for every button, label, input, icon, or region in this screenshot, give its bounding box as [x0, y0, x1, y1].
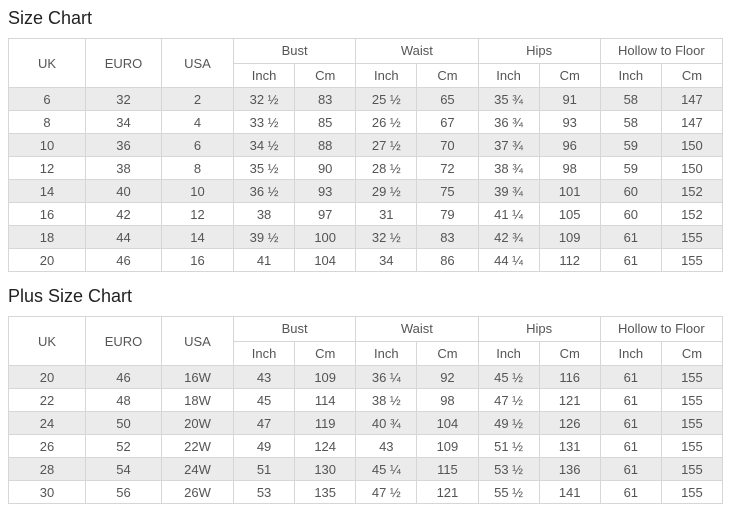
table-cell: 43	[356, 435, 417, 458]
table-cell: 51 ½	[478, 435, 539, 458]
table-cell: 52	[86, 435, 162, 458]
header-group-row	[9, 39, 723, 64]
table-header	[9, 317, 723, 366]
table-cell: 112	[539, 249, 600, 272]
table-cell: 12	[9, 157, 86, 180]
table-cell: 32	[86, 88, 162, 111]
table-cell: 49	[234, 435, 295, 458]
table-cell: 8	[9, 111, 86, 134]
table-cell: 42 ¾	[478, 226, 539, 249]
table-cell: 10	[162, 180, 234, 203]
table-cell: 36 ½	[234, 180, 295, 203]
table-row	[9, 180, 723, 203]
table-cell: 53	[234, 481, 295, 504]
unit-header-cm: Cm	[661, 341, 722, 366]
table-cell: 12	[162, 203, 234, 226]
table-cell: 43	[234, 366, 295, 389]
unit-header-cm: Cm	[417, 341, 478, 366]
table-cell: 37 ¾	[478, 134, 539, 157]
table-cell: 16	[9, 203, 86, 226]
table-cell: 39 ½	[234, 226, 295, 249]
size-chart-table	[8, 38, 723, 272]
table-cell: 155	[661, 249, 722, 272]
table-cell: 34	[356, 249, 417, 272]
table-cell: 36	[86, 134, 162, 157]
unit-header-inch: Inch	[234, 63, 295, 88]
table-cell: 61	[600, 481, 661, 504]
table-cell: 22W	[162, 435, 234, 458]
table-cell: 116	[539, 366, 600, 389]
table-row	[9, 157, 723, 180]
table-cell: 40	[86, 180, 162, 203]
table-cell: 35 ½	[234, 157, 295, 180]
table-cell: 30	[9, 481, 86, 504]
table-cell: 155	[661, 389, 722, 412]
unit-header-inch: Inch	[356, 63, 417, 88]
table-cell: 22	[9, 389, 86, 412]
table-cell: 119	[295, 412, 356, 435]
table-cell: 115	[417, 458, 478, 481]
unit-header-inch: Inch	[234, 341, 295, 366]
table-cell: 31	[356, 203, 417, 226]
table-cell: 34 ½	[234, 134, 295, 157]
table-cell: 26	[9, 435, 86, 458]
unit-header-inch: Inch	[478, 63, 539, 88]
table-row	[9, 203, 723, 226]
column-group-bust: Bust	[234, 317, 356, 342]
table-cell: 58	[600, 111, 661, 134]
table-cell: 93	[539, 111, 600, 134]
table-cell: 61	[600, 249, 661, 272]
unit-header-cm: Cm	[295, 341, 356, 366]
table-cell: 85	[295, 111, 356, 134]
plus-size-chart-section	[8, 285, 723, 504]
table-cell: 105	[539, 203, 600, 226]
table-cell: 40 ¾	[356, 412, 417, 435]
table-cell: 27 ½	[356, 134, 417, 157]
table-cell: 18	[9, 226, 86, 249]
table-cell: 51	[234, 458, 295, 481]
table-cell: 46	[86, 366, 162, 389]
table-cell: 147	[661, 88, 722, 111]
table-cell: 44	[86, 226, 162, 249]
table-cell: 121	[417, 481, 478, 504]
table-cell: 59	[600, 134, 661, 157]
table-cell: 152	[661, 203, 722, 226]
table-cell: 65	[417, 88, 478, 111]
table-cell: 121	[539, 389, 600, 412]
table-cell: 136	[539, 458, 600, 481]
column-header-euro: EURO	[86, 39, 162, 88]
table-cell: 135	[295, 481, 356, 504]
table-cell: 72	[417, 157, 478, 180]
column-header-uk: UK	[9, 317, 86, 366]
table-cell: 44 ¼	[478, 249, 539, 272]
column-header-uk: UK	[9, 39, 86, 88]
table-cell: 61	[600, 412, 661, 435]
table-cell: 10	[9, 134, 86, 157]
table-cell: 38	[86, 157, 162, 180]
table-cell: 109	[539, 226, 600, 249]
table-row	[9, 481, 723, 504]
table-cell: 36 ¾	[478, 111, 539, 134]
table-cell: 109	[295, 366, 356, 389]
table-cell: 47 ½	[478, 389, 539, 412]
column-group-hollow-to-floor: Hollow to Floor	[600, 317, 722, 342]
table-cell: 97	[295, 203, 356, 226]
column-header-usa: USA	[162, 39, 234, 88]
table-cell: 124	[295, 435, 356, 458]
table-cell: 75	[417, 180, 478, 203]
table-cell: 18W	[162, 389, 234, 412]
size-chart-title: Size Chart	[8, 8, 93, 28]
table-cell: 155	[661, 435, 722, 458]
table-cell: 61	[600, 435, 661, 458]
table-cell: 98	[539, 157, 600, 180]
table-cell: 38 ¾	[478, 157, 539, 180]
unit-header-cm: Cm	[539, 341, 600, 366]
table-cell: 45 ½	[478, 366, 539, 389]
table-cell: 70	[417, 134, 478, 157]
table-cell: 20W	[162, 412, 234, 435]
table-cell: 20	[9, 366, 86, 389]
table-cell: 67	[417, 111, 478, 134]
table-row	[9, 389, 723, 412]
table-cell: 86	[417, 249, 478, 272]
column-group-bust: Bust	[234, 39, 356, 64]
table-cell: 88	[295, 134, 356, 157]
table-cell: 41 ¼	[478, 203, 539, 226]
table-cell: 90	[295, 157, 356, 180]
table-cell: 48	[86, 389, 162, 412]
table-cell: 155	[661, 366, 722, 389]
table-cell: 155	[661, 481, 722, 504]
table-cell: 34	[86, 111, 162, 134]
table-row	[9, 249, 723, 272]
table-cell: 131	[539, 435, 600, 458]
table-cell: 61	[600, 366, 661, 389]
table-cell: 4	[162, 111, 234, 134]
table-cell: 56	[86, 481, 162, 504]
table-cell: 2	[162, 88, 234, 111]
table-cell: 126	[539, 412, 600, 435]
table-cell: 100	[295, 226, 356, 249]
table-cell: 61	[600, 458, 661, 481]
table-cell: 42	[86, 203, 162, 226]
column-header-euro: EURO	[86, 317, 162, 366]
table-body	[9, 366, 723, 504]
table-cell: 55 ½	[478, 481, 539, 504]
plus-size-chart-table	[8, 316, 723, 504]
table-cell: 104	[417, 412, 478, 435]
table-cell: 28 ½	[356, 157, 417, 180]
table-cell: 49 ½	[478, 412, 539, 435]
table-cell: 91	[539, 88, 600, 111]
table-cell: 45	[234, 389, 295, 412]
table-row	[9, 366, 723, 389]
table-cell: 54	[86, 458, 162, 481]
table-cell: 141	[539, 481, 600, 504]
table-cell: 20	[9, 249, 86, 272]
table-cell: 79	[417, 203, 478, 226]
size-chart-section	[8, 7, 723, 272]
table-row	[9, 412, 723, 435]
table-cell: 155	[661, 412, 722, 435]
table-cell: 155	[661, 458, 722, 481]
table-cell: 24W	[162, 458, 234, 481]
table-cell: 28	[9, 458, 86, 481]
unit-header-cm: Cm	[539, 63, 600, 88]
table-row	[9, 458, 723, 481]
table-cell: 16W	[162, 366, 234, 389]
column-group-hips: Hips	[478, 317, 600, 342]
table-cell: 152	[661, 180, 722, 203]
unit-header-inch: Inch	[478, 341, 539, 366]
table-cell: 25 ½	[356, 88, 417, 111]
table-cell: 83	[295, 88, 356, 111]
column-group-waist: Waist	[356, 39, 478, 64]
table-cell: 38 ½	[356, 389, 417, 412]
table-cell: 114	[295, 389, 356, 412]
table-cell: 60	[600, 180, 661, 203]
table-row	[9, 226, 723, 249]
table-cell: 101	[539, 180, 600, 203]
unit-header-cm: Cm	[661, 63, 722, 88]
table-cell: 58	[600, 88, 661, 111]
table-cell: 60	[600, 203, 661, 226]
table-cell: 38	[234, 203, 295, 226]
column-group-hollow-to-floor: Hollow to Floor	[600, 39, 722, 64]
table-cell: 26W	[162, 481, 234, 504]
table-cell: 46	[86, 249, 162, 272]
column-group-hips: Hips	[478, 39, 600, 64]
table-cell: 47 ½	[356, 481, 417, 504]
unit-header-inch: Inch	[600, 63, 661, 88]
table-cell: 14	[162, 226, 234, 249]
header-group-row	[9, 317, 723, 342]
table-cell: 130	[295, 458, 356, 481]
table-cell: 35 ¾	[478, 88, 539, 111]
table-cell: 16	[162, 249, 234, 272]
table-cell: 61	[600, 226, 661, 249]
table-cell: 24	[9, 412, 86, 435]
table-row	[9, 134, 723, 157]
table-cell: 36 ¼	[356, 366, 417, 389]
table-cell: 32 ½	[356, 226, 417, 249]
unit-header-cm: Cm	[295, 63, 356, 88]
table-cell: 6	[162, 134, 234, 157]
table-cell: 53 ½	[478, 458, 539, 481]
table-cell: 150	[661, 157, 722, 180]
table-cell: 92	[417, 366, 478, 389]
unit-header-inch: Inch	[600, 341, 661, 366]
unit-header-cm: Cm	[417, 63, 478, 88]
table-cell: 147	[661, 111, 722, 134]
table-row	[9, 435, 723, 458]
table-cell: 29 ½	[356, 180, 417, 203]
table-row	[9, 88, 723, 111]
table-cell: 32 ½	[234, 88, 295, 111]
table-cell: 45 ¼	[356, 458, 417, 481]
plus-size-chart-title: Plus Size Chart	[8, 286, 133, 306]
table-cell: 83	[417, 226, 478, 249]
table-cell: 6	[9, 88, 86, 111]
table-cell: 98	[417, 389, 478, 412]
column-header-usa: USA	[162, 317, 234, 366]
table-header	[9, 39, 723, 88]
table-cell: 50	[86, 412, 162, 435]
table-cell: 41	[234, 249, 295, 272]
table-body	[9, 88, 723, 272]
table-cell: 14	[9, 180, 86, 203]
table-cell: 96	[539, 134, 600, 157]
table-cell: 61	[600, 389, 661, 412]
column-group-waist: Waist	[356, 317, 478, 342]
table-cell: 104	[295, 249, 356, 272]
table-cell: 8	[162, 157, 234, 180]
unit-header-inch: Inch	[356, 341, 417, 366]
table-cell: 47	[234, 412, 295, 435]
table-cell: 33 ½	[234, 111, 295, 134]
table-cell: 93	[295, 180, 356, 203]
table-cell: 26 ½	[356, 111, 417, 134]
table-row	[9, 111, 723, 134]
table-cell: 39 ¾	[478, 180, 539, 203]
table-cell: 59	[600, 157, 661, 180]
table-cell: 150	[661, 134, 722, 157]
table-cell: 109	[417, 435, 478, 458]
table-cell: 155	[661, 226, 722, 249]
